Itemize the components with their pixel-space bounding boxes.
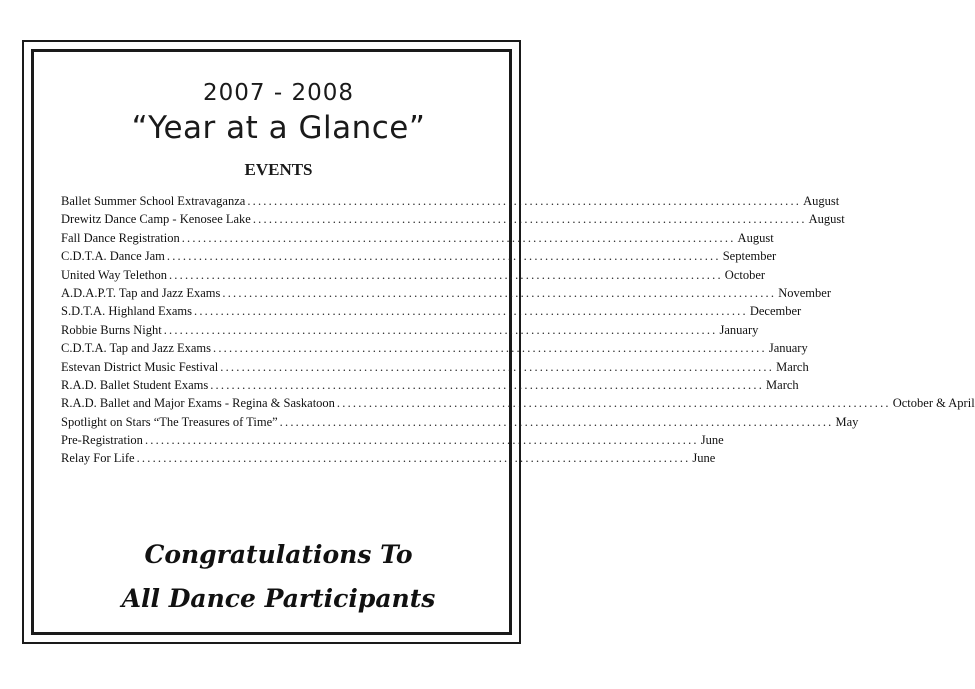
page-title: “Year at a Glance” [131, 110, 426, 146]
dot-leader: ........................................................................................................ [247, 194, 802, 208]
participants-line: All Dance Participants [121, 584, 436, 613]
event-month: March [776, 359, 809, 374]
event-month: October & April [892, 396, 975, 411]
event-month: January [768, 341, 808, 356]
dot-leader: ........................................................................................................ [279, 414, 834, 429]
event-month: November [778, 285, 831, 300]
event-name: R.A.D. Ballet Student Exams [61, 377, 209, 392]
event-name: Spotlight on Stars “The Treasures of Time” [61, 414, 278, 429]
event-row [61, 302, 802, 320]
events-heading: EVENTS [244, 160, 313, 179]
event-name: R.A.D. Ballet and Major Exams - Regina & Saskatoon [61, 396, 335, 411]
event-month: August [803, 194, 840, 208]
event-name: Relay For Life [61, 451, 135, 466]
event-name: S.D.T.A. Highland Exams [61, 304, 193, 319]
event-row [61, 210, 845, 228]
event-month: May [835, 414, 859, 429]
event-name: C.D.T.A. Dance Jam [61, 249, 165, 264]
event-month: August [737, 230, 774, 245]
dot-leader: ........................................................................................................ [336, 396, 891, 411]
event-name: United Way Telethon [61, 267, 167, 282]
dot-leader: ........................................................................................................ [168, 267, 723, 282]
dot-leader: ........................................................................................................ [213, 341, 767, 356]
dot-leader: ........................................................................................................ [144, 433, 699, 448]
dot-leader: ........................................................................................................ [210, 377, 765, 392]
dot-leader: ........................................................................................................ [163, 322, 718, 337]
event-name: Robbie Burns Night [61, 322, 162, 337]
event-row [61, 192, 840, 210]
dot-leader: ........................................................................................................ [194, 304, 748, 319]
event-name: Fall Dance Registration [61, 230, 180, 245]
event-name: Ballet Summer School Extravaganza [61, 194, 246, 208]
event-name: A.D.A.P.T. Tap and Jazz Exams [61, 285, 221, 300]
event-row [61, 284, 831, 302]
dot-leader: ........................................................................................................ [181, 230, 736, 245]
event-list [61, 192, 975, 468]
event-month: June [692, 451, 716, 466]
event-row [61, 229, 774, 247]
event-name: Pre-Registration [61, 433, 143, 448]
event-row [61, 449, 716, 467]
event-row [61, 247, 777, 265]
dot-leader: ........................................................................................................ [166, 249, 721, 264]
event-name: C.D.T.A. Tap and Jazz Exams [61, 341, 212, 356]
dot-leader: ........................................................................................................ [252, 212, 807, 227]
event-row [61, 376, 799, 394]
event-row [61, 358, 809, 376]
event-month: June [700, 433, 724, 448]
event-month: August [808, 212, 845, 227]
event-row [61, 339, 808, 357]
event-name: Estevan District Music Festival [61, 359, 219, 374]
congratulations-line: Congratulations To [144, 540, 413, 569]
season-years: 2007 - 2008 [203, 80, 354, 106]
event-row [61, 321, 759, 339]
event-name: Drewitz Dance Camp - Kenosee Lake [61, 212, 251, 227]
event-month: December [749, 304, 802, 319]
dot-leader: ........................................................................................................ [220, 359, 775, 374]
dot-leader: ........................................................................................................ [222, 285, 777, 300]
event-month: October [724, 267, 766, 282]
event-row [61, 413, 859, 431]
event-row [61, 431, 724, 449]
event-row [61, 394, 975, 412]
event-month: January [719, 322, 759, 337]
event-month: March [766, 377, 799, 392]
event-row [61, 266, 766, 284]
dot-leader: ........................................................................................................ [136, 451, 691, 466]
event-month: September [722, 249, 777, 264]
